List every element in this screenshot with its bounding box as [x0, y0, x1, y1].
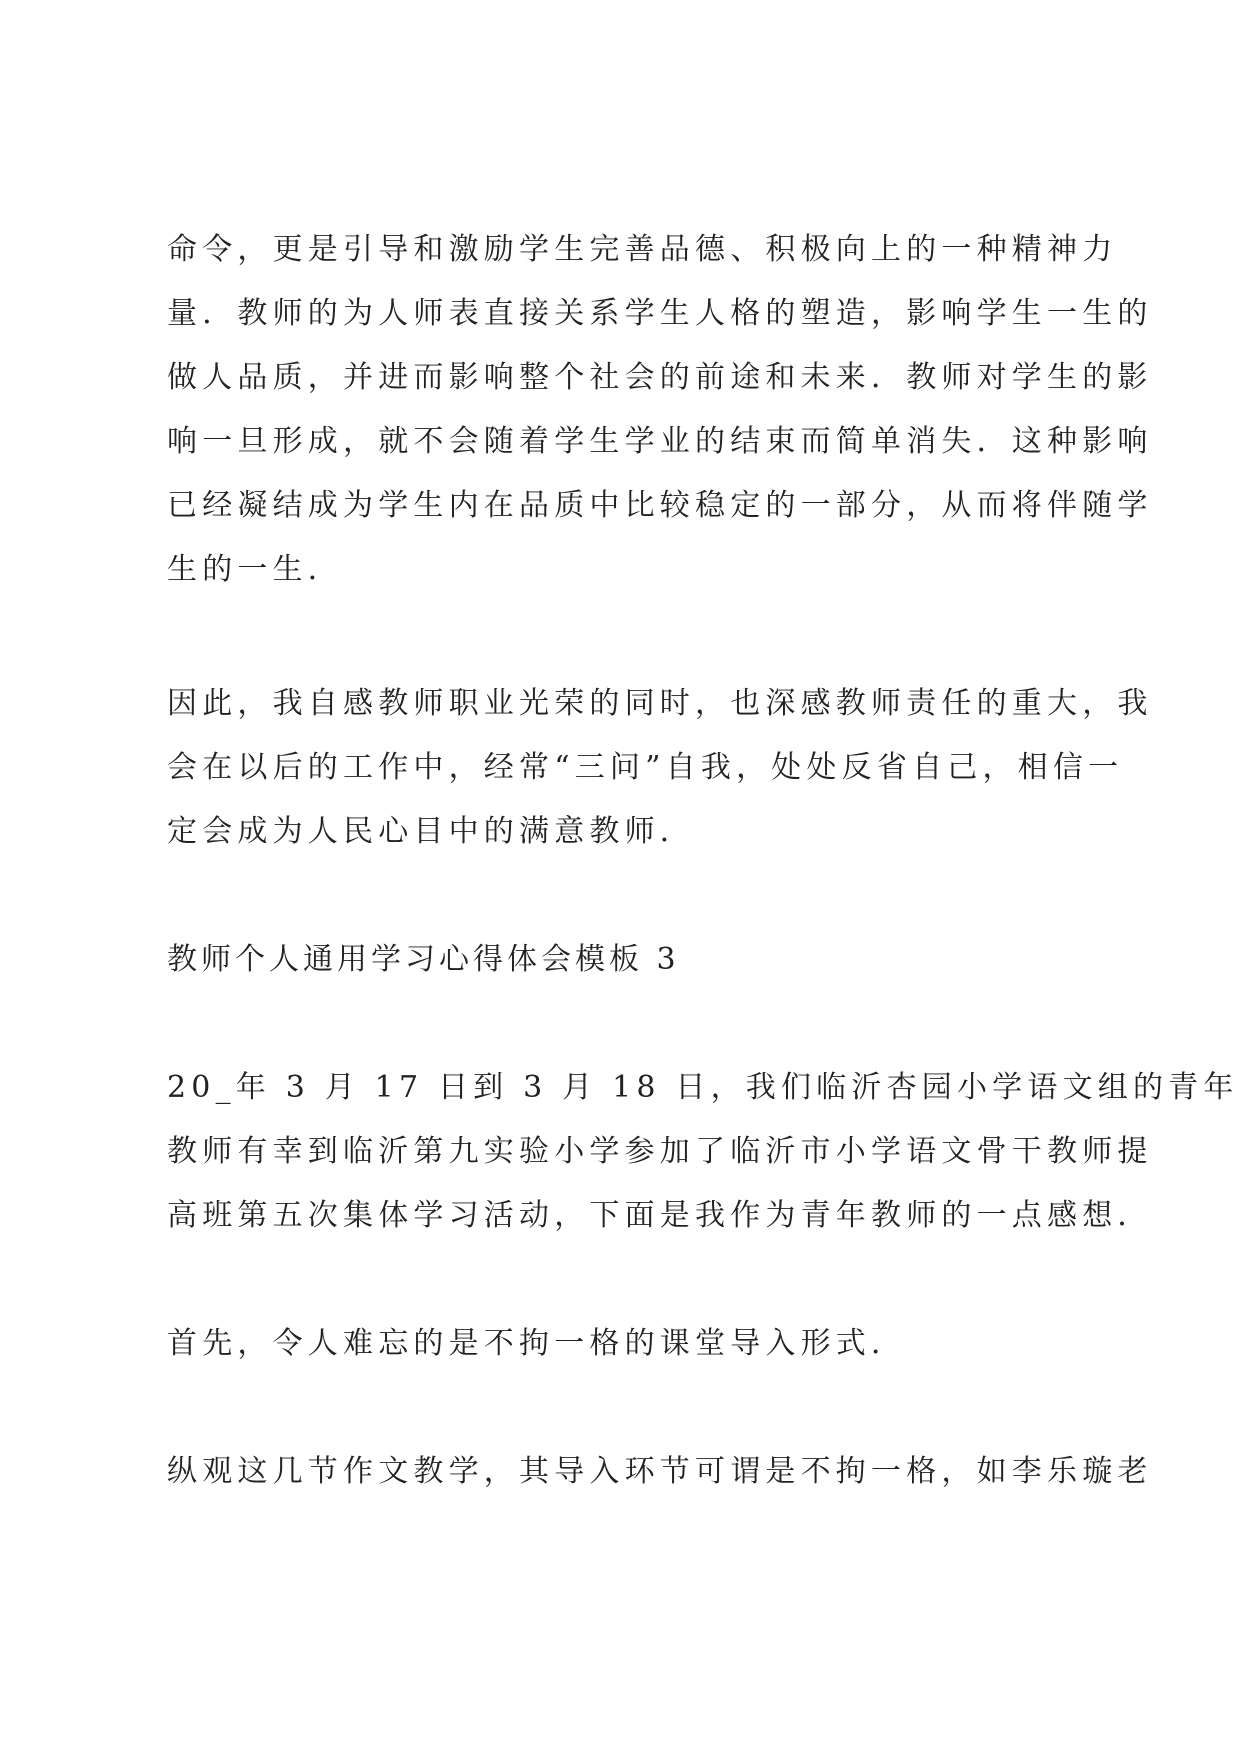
text-line: 命令，更是引导和激励学生完善品德、积极向上的一种精神力 — [167, 232, 1118, 267]
section-heading — [167, 928, 1092, 992]
heading-text: 教师个人通用学习心得体会模板 3 — [167, 942, 680, 977]
paragraph-responsibility — [167, 672, 1153, 864]
paragraph-teacher-influence — [167, 218, 1153, 602]
text-line: 20_年 3 月 17 日到 3 月 18 日，我们临沂杏园小学语文组的青年 — [167, 1070, 1239, 1105]
text-line: 量．教师的为人师表直接关系学生人格的塑造，影响学生一生的 — [167, 296, 1153, 331]
text-line: 响一旦形成，就不会随着学生学业的结束而简单消失．这种影响 — [167, 424, 1153, 459]
text-line: 纵观这几节作文教学，其导入环节可谓是不拘一格，如李乐璇老 — [167, 1454, 1153, 1489]
text-line: 做人品质，并进而影响整个社会的前途和未来．教师对学生的影 — [167, 360, 1153, 395]
text-line: 生的一生． — [167, 552, 343, 587]
text-line: 会在以后的工作中，经常“三问”自我，处处反省自己，相信一 — [167, 750, 1124, 785]
text-line: 高班第五次集体学习活动，下面是我作为青年教师的一点感想． — [167, 1198, 1153, 1233]
text-line: 因此，我自感教师职业光荣的同时，也深感教师责任的重大，我 — [167, 686, 1153, 721]
paragraph-overview — [167, 1440, 1153, 1504]
text-line: 已经凝结成为学生内在品质中比较稳定的一部分，从而将伴随学 — [167, 488, 1153, 523]
paragraph-study-activity — [167, 1056, 1239, 1248]
paragraph-first-point — [167, 1312, 1092, 1376]
text-line: 教师有幸到临沂第九实验小学参加了临沂市小学语文骨干教师提 — [167, 1134, 1153, 1169]
text-line: 定会成为人民心目中的满意教师． — [167, 814, 695, 849]
text-line: 首先，令人难忘的是不拘一格的课堂导入形式． — [167, 1326, 907, 1361]
